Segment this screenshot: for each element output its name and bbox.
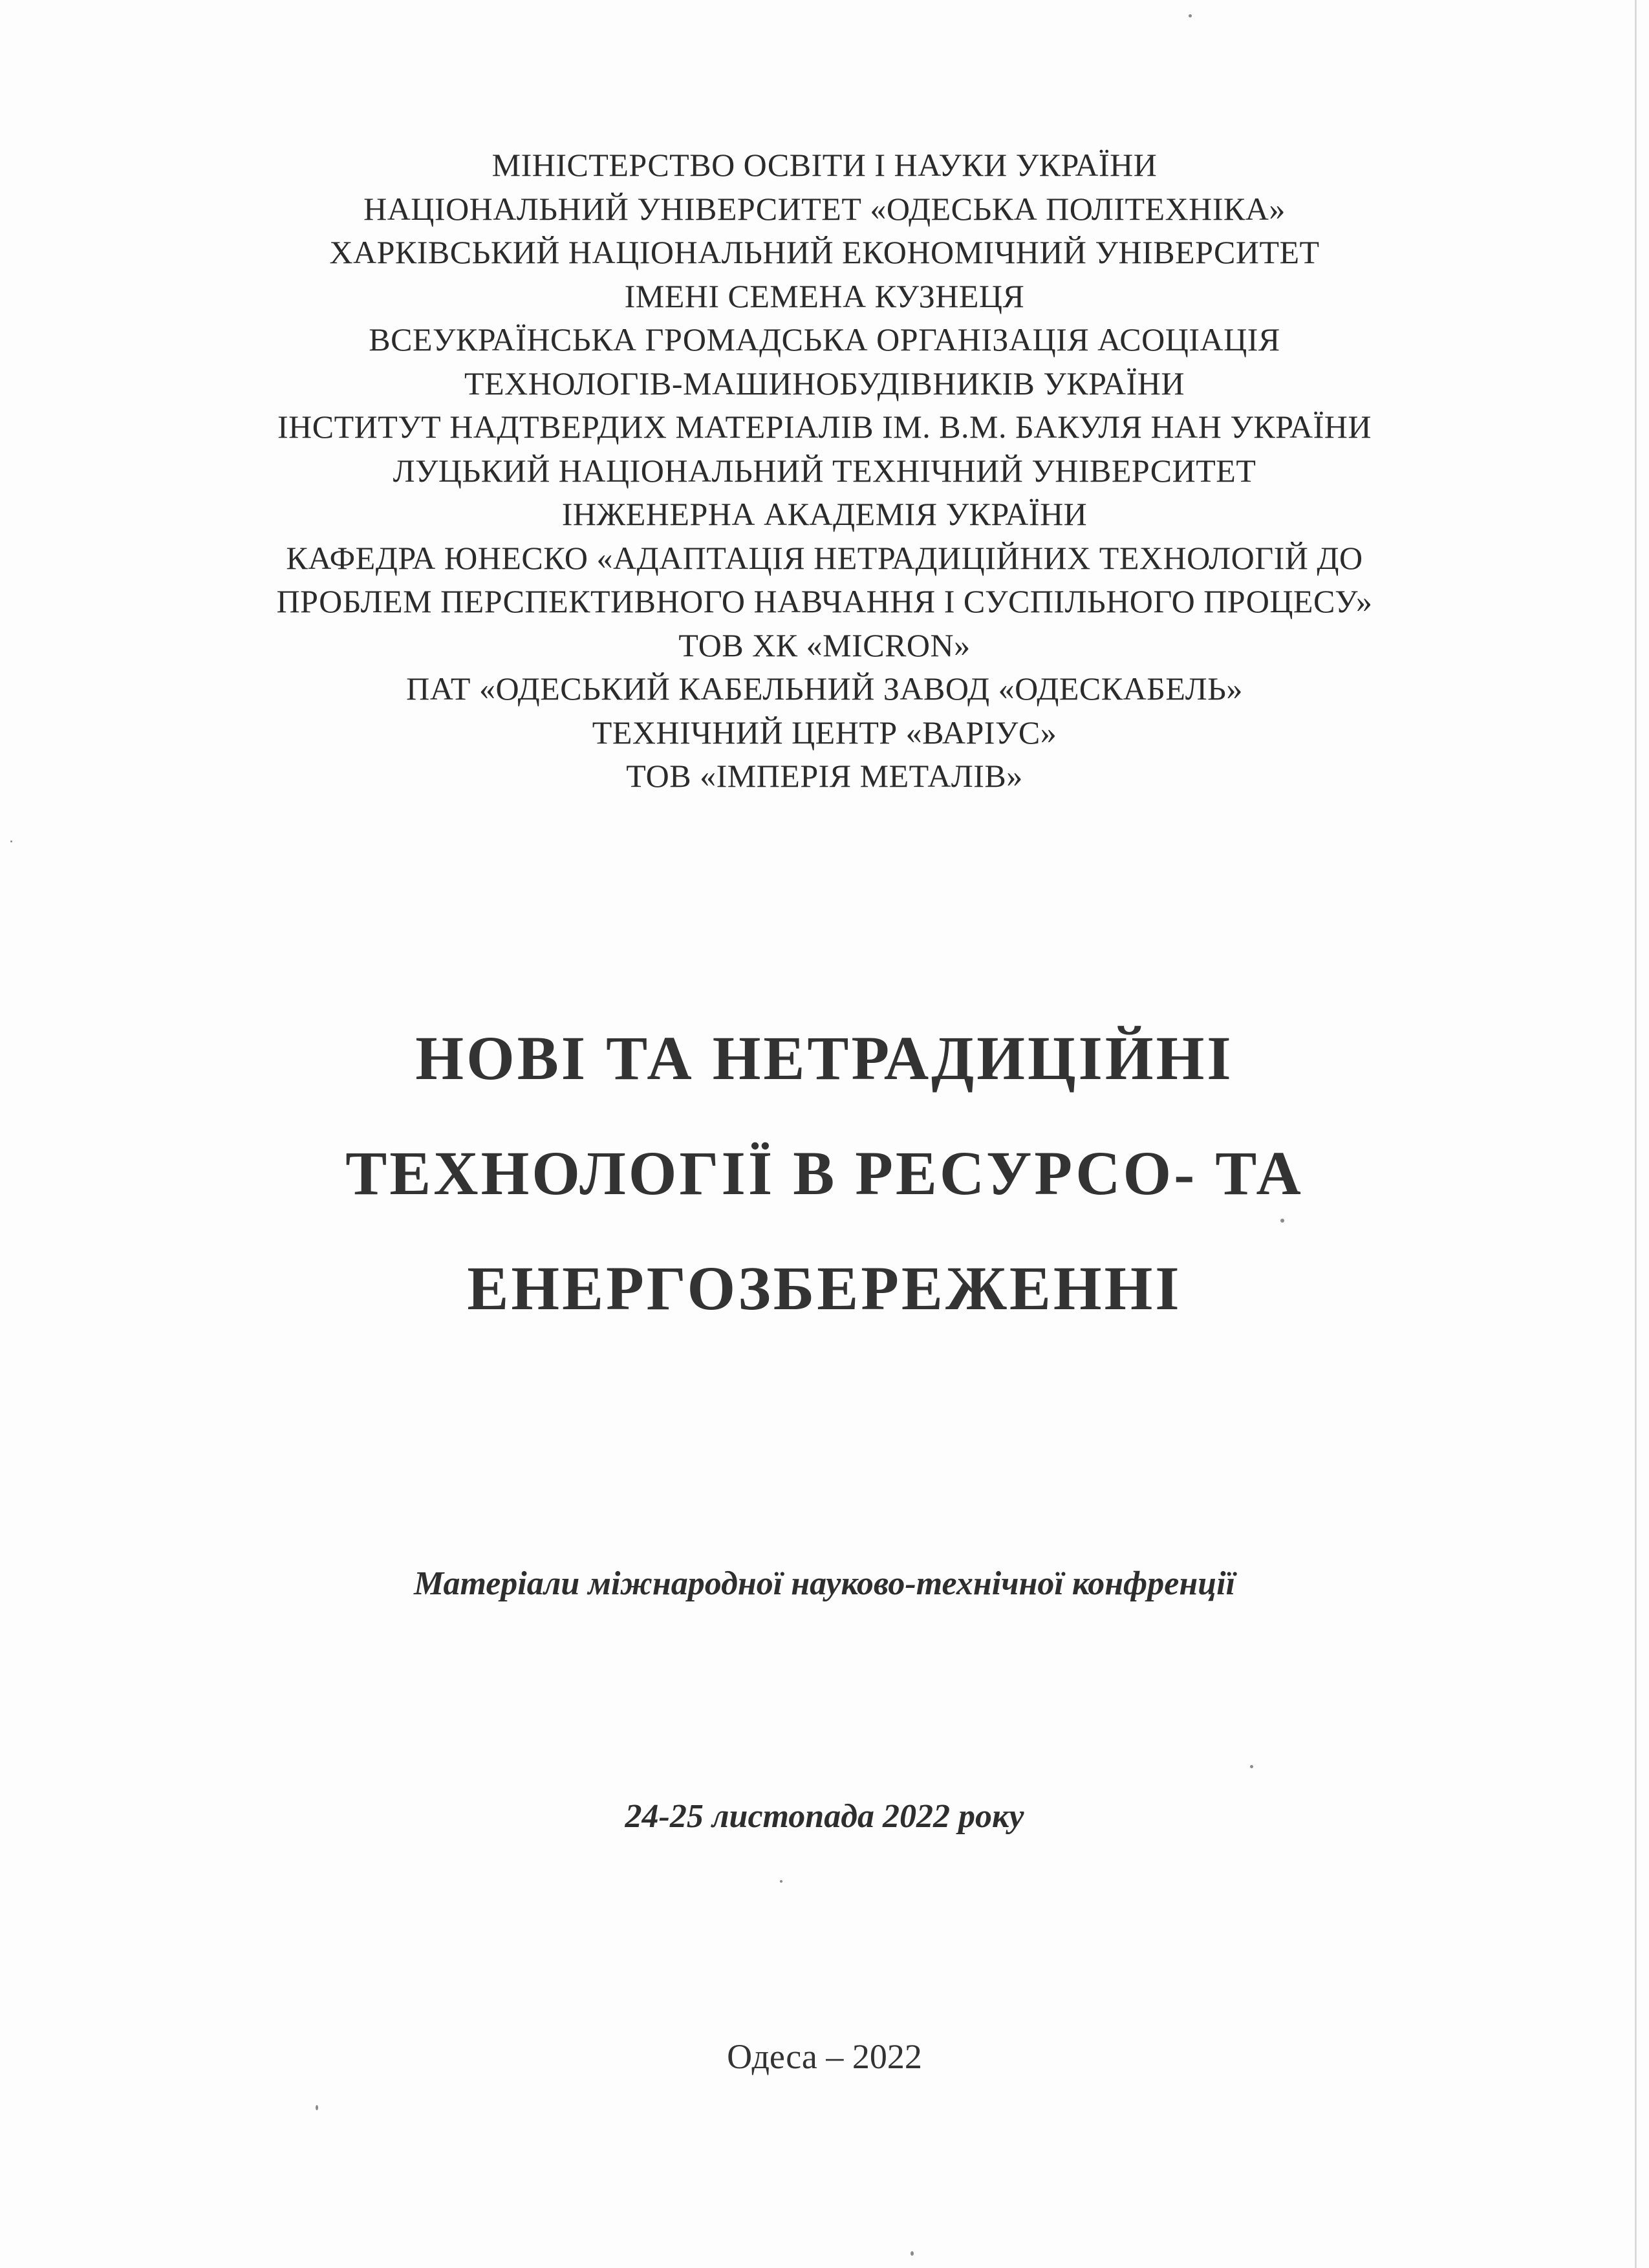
- organizer-line: ПРОБЛЕМ ПЕРСПЕКТИВНОГО НАВЧАННЯ І СУСПІЛЬНОГО ПРОЦЕСУ»: [276, 583, 1373, 619]
- title-line: НОВІ ТА НЕТРАДИЦІЙНІ: [415, 1023, 1234, 1093]
- scan-speck: [1189, 14, 1192, 17]
- organizer-line: ІМЕНІ СЕМЕНА КУЗНЕЦЯ: [624, 277, 1025, 314]
- scan-speck: [10, 840, 12, 842]
- conference-dates: 24-25 листопада 2022 року: [625, 1798, 1024, 1835]
- organizer-line: КАФЕДРА ЮНЕСКО «АДАПТАЦІЯ НЕТРАДИЦІЙНИХ ТЕХНОЛОГІЙ ДО: [286, 539, 1363, 576]
- publication-place-year: Одеса – 2022: [727, 2037, 922, 2076]
- scan-speck: [1250, 1765, 1253, 1768]
- document-title: [0, 1001, 1649, 1346]
- organizer-line: ВСЕУКРАЇНСЬКА ГРОМАДСЬКА ОРГАНІЗАЦІЯ АСОЦІАЦІЯ: [369, 321, 1280, 358]
- organizers-list: [0, 144, 1649, 798]
- scan-speck: [1280, 1219, 1284, 1223]
- organizer-line: ЛУЦЬКИЙ НАЦІОНАЛЬНИЙ ТЕХНІЧНИЙ УНІВЕРСИТЕТ: [393, 452, 1256, 489]
- organizer-line: ТЕХНОЛОГІВ-МАШИНОБУДІВНИКІВ УКРАЇНИ: [464, 365, 1185, 401]
- organizer-line: ТЕХНІЧНИЙ ЦЕНТР «ВАРІУС»: [592, 714, 1057, 751]
- scan-speck: [911, 2251, 914, 2256]
- organizer-line: ТОВ ХК «MICRON»: [678, 626, 971, 663]
- title-line: ЕНЕРГОЗБЕРЕЖЕННІ: [467, 1254, 1182, 1323]
- organizer-line: ПАТ «ОДЕСЬКИЙ КАБЕЛЬНИЙ ЗАВОД «ОДЕСКАБЕЛЬ»: [406, 670, 1243, 707]
- organizer-line: ХАРКІВСЬКИЙ НАЦІОНАЛЬНИЙ ЕКОНОМІЧНИЙ УНІВЕРСИТЕТ: [329, 234, 1320, 270]
- document-subtitle: Матеріали міжнародної науково-технічної конфренції: [413, 1565, 1236, 1602]
- organizer-line: ІНЖЕНЕРНА АКАДЕМІЯ УКРАЇНИ: [561, 496, 1088, 532]
- scan-speck: [316, 2105, 318, 2110]
- organizer-line: НАЦІОНАЛЬНИЙ УНІВЕРСИТЕТ «ОДЕСЬКА ПОЛІТЕХНІКА»: [363, 190, 1286, 227]
- organizer-line: ТОВ «ІМПЕРІЯ МЕТАЛІВ»: [626, 758, 1023, 794]
- scan-speck: [780, 1880, 782, 1883]
- organizer-line: ІНСТИТУТ НАДТВЕРДИХ МАТЕРІАЛІВ ІМ. В.М. БАКУЛЯ НАН УКРАЇНИ: [277, 409, 1372, 445]
- title-line: ТЕХНОЛОГІЇ В РЕСУРСО- ТА: [345, 1139, 1304, 1208]
- organizer-line: МІНІСТЕРСТВО ОСВІТИ І НАУКИ УКРАЇНИ: [491, 147, 1158, 183]
